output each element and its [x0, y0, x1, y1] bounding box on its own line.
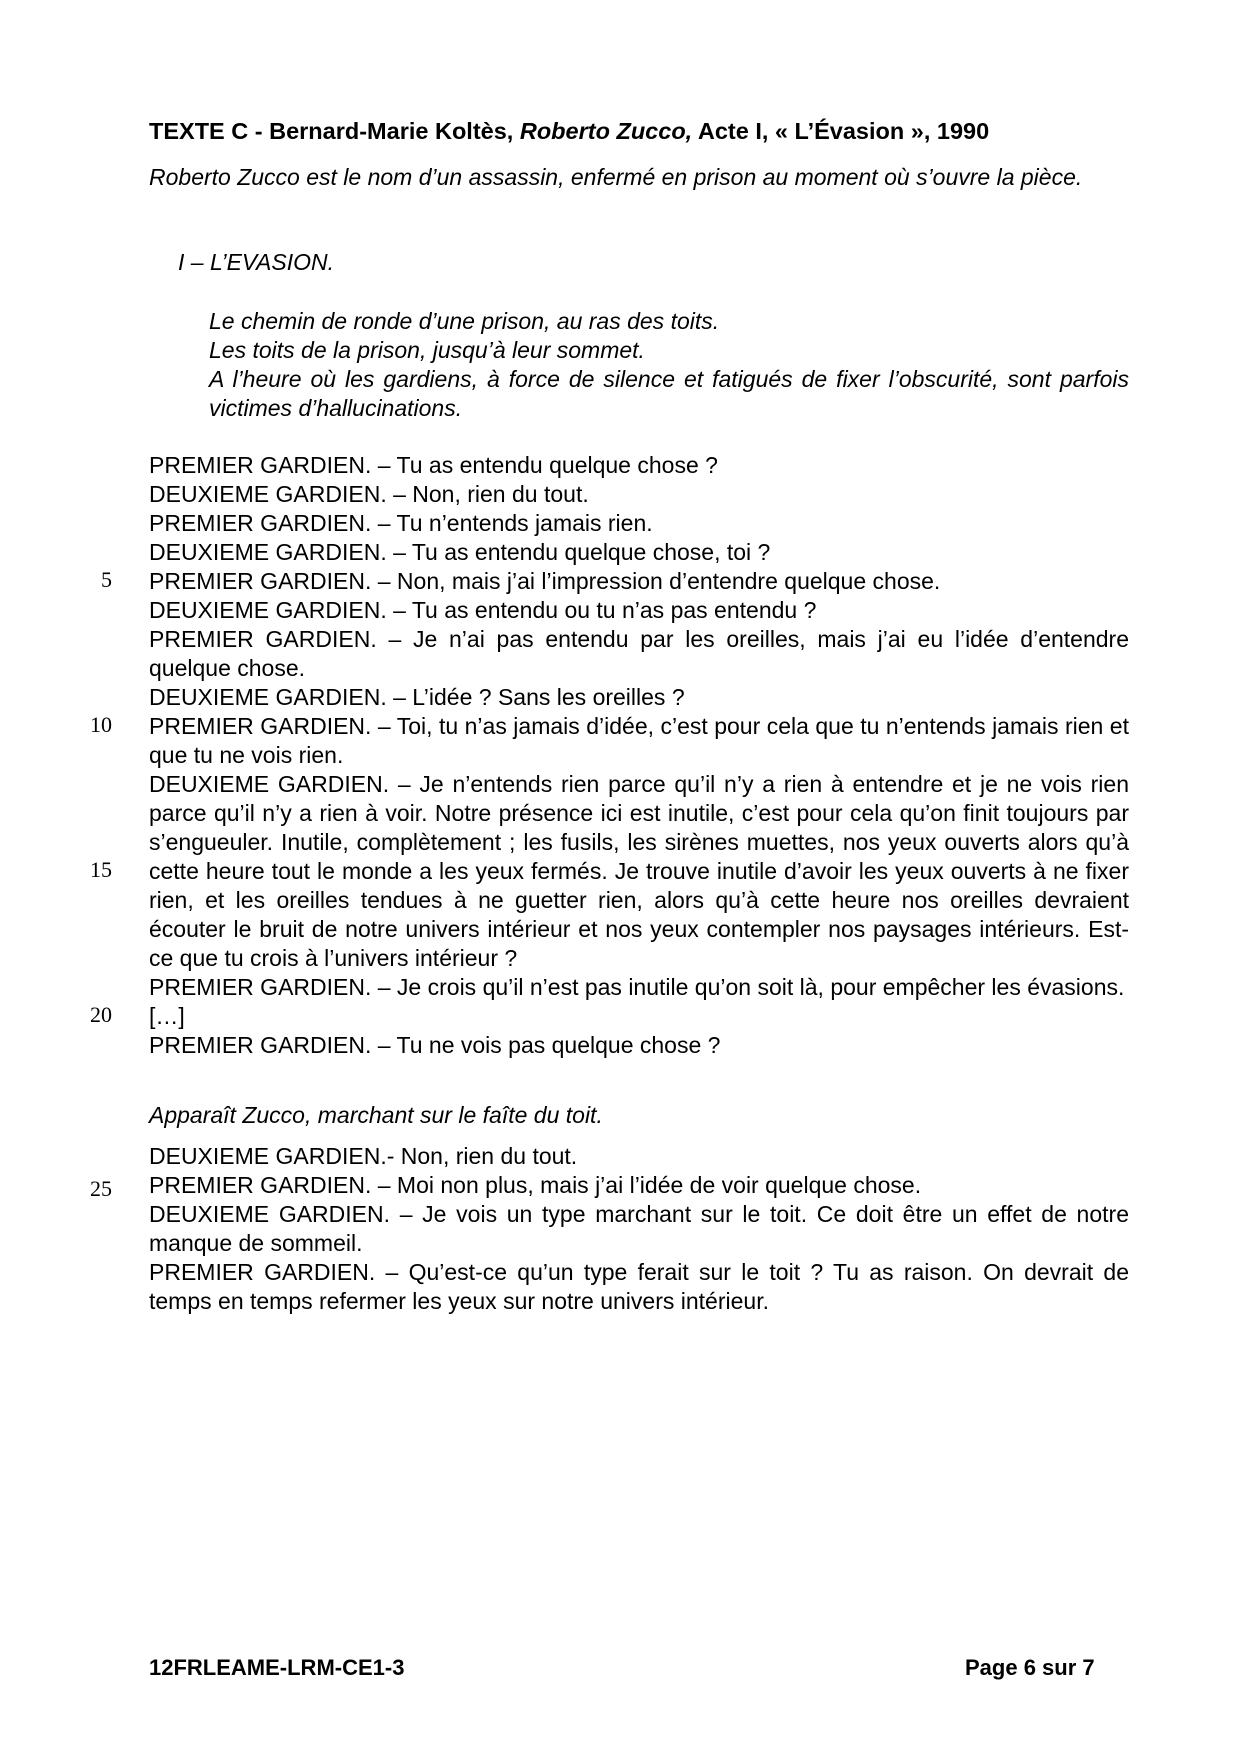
dialogue-line: PREMIER GARDIEN. – Toi, tu n’as jamais d’idée, c’est pour cela que tu n’entends jamais rien et que tu ne vois rien. — [149, 713, 1129, 768]
stage-direction-line: Les toits de la prison, jusqu’à leur sommet. — [209, 337, 645, 363]
dialogue-line: PREMIER GARDIEN. – Tu n’entends jamais rien. — [149, 510, 653, 536]
ellipsis-bracket: […] — [149, 1003, 185, 1029]
dialogue-line: DEUXIEME GARDIEN.- Non, rien du tout. — [149, 1143, 578, 1169]
dialogue-line: DEUXIEME GARDIEN. – Tu as entendu ou tu n’as pas entendu ? — [149, 597, 817, 623]
line-number-10: 10 — [90, 712, 112, 737]
intro-paragraph: Roberto Zucco est le nom d’un assassin, enfermé en prison au moment où s’ouvre la pièce. — [149, 164, 1083, 190]
page-title — [149, 118, 989, 145]
line-number-15: 15 — [90, 857, 112, 882]
page-number: Page 6 sur 7 — [965, 1655, 1095, 1680]
dialogue-line: DEUXIEME GARDIEN. – L’idée ? Sans les oreilles ? — [149, 684, 685, 710]
act-title: I – L’EVASION. — [178, 249, 334, 275]
dialogue-line: PREMIER GARDIEN. – Tu as entendu quelque chose ? — [149, 452, 718, 478]
line-number-5: 5 — [101, 567, 112, 592]
line-number-20: 20 — [90, 1002, 112, 1027]
line-number-25: 25 — [90, 1176, 112, 1201]
dialogue-line: PREMIER GARDIEN. – Qu’est-ce qu’un type ferait sur le toit ? Tu as raison. On devrait de temps en temps refermer les yeux sur notre univers intérieur. — [149, 1259, 1129, 1314]
document-code: 12FRLEAME-LRM-CE1-3 — [149, 1655, 405, 1680]
dialogue-line: PREMIER GARDIEN. – Je n’ai pas entendu par les oreilles, mais j’ai eu l’idée d’entendre quelque chose. — [149, 626, 1129, 681]
dialogue-line: DEUXIEME GARDIEN. – Tu as entendu quelque chose, toi ? — [149, 539, 771, 565]
dialogue-line: DEUXIEME GARDIEN. – Je n’entends rien parce qu’il n’y a rien à entendre et je ne vois rien parce qu’il n’y a rien à voir. Notre présence ici est inutile, c’est pour cela qu’on finit toujours par s’engueuler. Inutile, complètement ; les fusils, les sirènes muettes, nos yeux ouverts alors qu’à cette heure tout le monde a les yeux fermés. Je trouve inutile d’avoir les yeux ouverts à ne fixer rien, et les oreilles tendues à ne guetter rien, alors qu’à cette heure nos oreilles devraient écouter le bruit de notre univers intérieur et nos yeux contempler nos paysages intérieurs. Est-ce que tu crois à l’univers intérieur ? — [149, 771, 1129, 971]
stage-direction-mid: Apparaît Zucco, marchant sur le faîte du toit. — [149, 1102, 603, 1128]
dialogue-line: DEUXIEME GARDIEN. – Je vois un type marchant sur le toit. Ce doit être un effet de notre manque de sommeil. — [149, 1201, 1129, 1256]
stage-direction-line: Le chemin de ronde d’une prison, au ras des toits. — [209, 308, 720, 334]
dialogue-line: PREMIER GARDIEN. – Tu ne vois pas quelque chose ? — [149, 1032, 721, 1058]
dialogue-part-2 — [149, 1142, 1129, 1316]
dialogue-part-1 — [149, 451, 1129, 1060]
dialogue-line: PREMIER GARDIEN. – Moi non plus, mais j’ai l’idée de voir quelque chose. — [149, 1172, 922, 1198]
dialogue-line: PREMIER GARDIEN. – Je crois qu’il n’est pas inutile qu’on soit là, pour empêcher les évasions. — [149, 974, 1125, 1000]
stage-direction-line: A l’heure où les gardiens, à force de silence et fatigués de fixer l’obscurité, sont parfois victimes d’hallucinations. — [209, 366, 1129, 421]
dialogue-line: PREMIER GARDIEN. – Non, mais j’ai l’impression d’entendre quelque chose. — [149, 568, 941, 594]
title-suffix: Acte I, « L’Évasion », 1990 — [692, 118, 990, 144]
dialogue-line: DEUXIEME GARDIEN. – Non, rien du tout. — [149, 481, 589, 507]
stage-directions — [209, 307, 1129, 423]
title-work: Roberto Zucco, — [519, 118, 693, 144]
title-prefix: TEXTE C - Bernard-Marie Koltès, — [149, 118, 520, 144]
